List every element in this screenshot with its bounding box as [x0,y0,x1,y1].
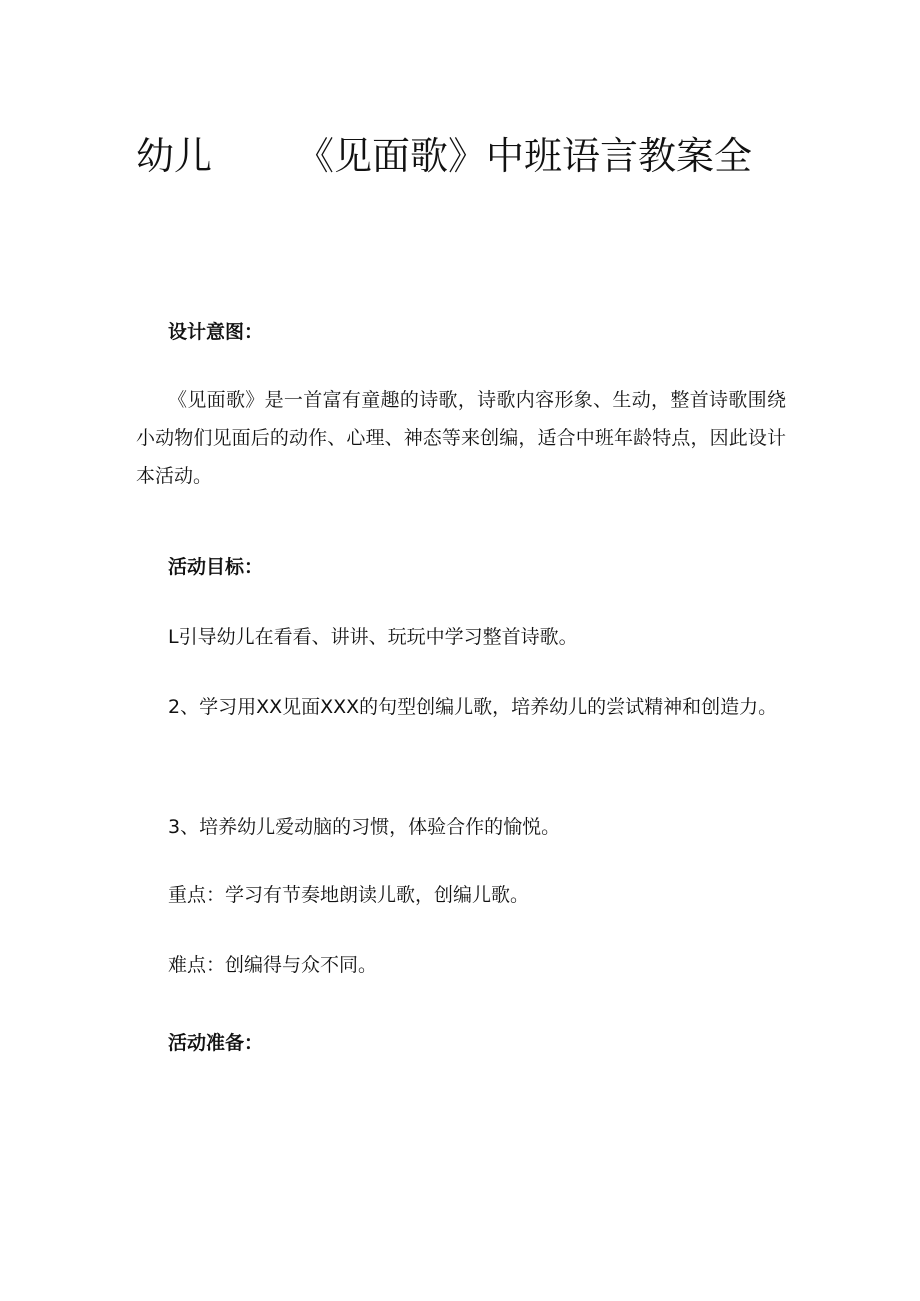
preparation-heading: 活动准备： [168,1032,264,1054]
title-part-2: 《见面歌》中班语言教案全 [296,134,753,178]
difficulty-line: 难点：创编得与众不同。 [168,954,378,976]
design-intent-heading: 设计意图： [168,321,264,343]
goal-item-2: 2、学习用XX见面XXX的句型创编儿歌，培养幼儿的尝试精神和创造力。 [168,696,778,718]
title-part-1: 幼儿 [136,134,213,178]
goals-heading: 活动目标： [168,556,264,578]
design-intent-paragraph: 《见面歌》是一首富有童趣的诗歌，诗歌内容形象、生动，整首诗歌围绕小动物们见面后的动作、心理、神态等来创编，适合中班年龄特点，因此设计本活动。 [136,389,786,487]
key-point-line: 重点：学习有节奏地朗读儿歌，创编儿歌。 [168,884,530,906]
goal-item-1: L引导幼儿在看看、讲讲、玩玩中学习整首诗歌。 [168,626,578,648]
document-title [136,128,796,184]
goal-item-3: 3、培养幼儿爱动脑的习惯，体验合作的愉悦。 [168,816,561,838]
